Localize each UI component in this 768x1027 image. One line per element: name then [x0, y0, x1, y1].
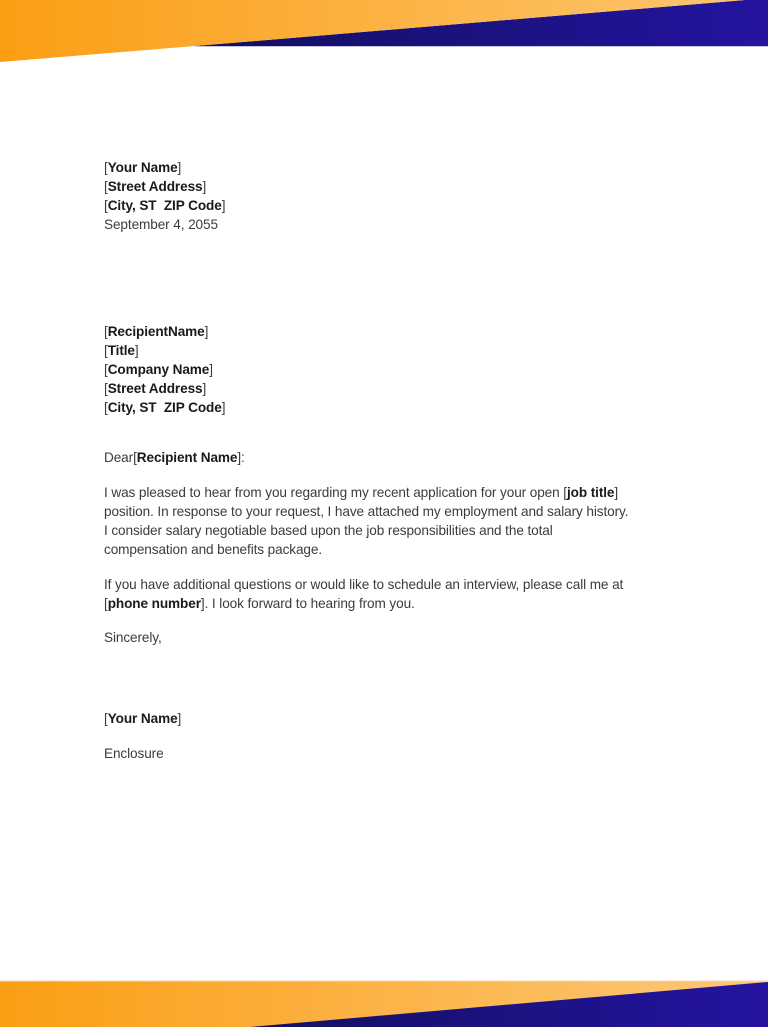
valediction: Sincerely,	[104, 630, 162, 645]
recipient-street: [Street Address]	[104, 381, 207, 396]
paragraph-line: [phone number]. I look forward to hearing from you.	[104, 596, 415, 611]
sender-address-block	[104, 158, 225, 234]
signature-name: [Your Name]	[104, 711, 182, 726]
recipient-address-block	[104, 322, 225, 417]
recipient-name: [RecipientName]	[104, 324, 209, 339]
footer-wave-graphic	[0, 978, 768, 1027]
paragraph-line: position. In response to your request, I have attached my employment and salary history.	[104, 504, 629, 519]
sender-city: [City, ST ZIP Code]	[104, 198, 226, 213]
header-wave-graphic	[0, 0, 768, 64]
paragraph-line: I consider salary negotiable based upon the job responsibilities and the total	[104, 523, 553, 538]
footer-decoration	[0, 978, 768, 1027]
sender-street: [Street Address]	[104, 179, 207, 194]
body-paragraph-1	[104, 483, 674, 559]
recipient-title: [Title]	[104, 343, 139, 358]
letter-date: September 4, 2055	[104, 217, 218, 232]
paragraph-line: compensation and benefits package.	[104, 542, 323, 557]
enclosure-note: Enclosure	[104, 746, 164, 761]
body-paragraph-2	[104, 575, 674, 613]
paragraph-line: If you have additional questions or would like to schedule an interview, please call me at	[104, 577, 624, 592]
paragraph-line: I was pleased to hear from you regarding my recent application for your open [job title]	[104, 485, 619, 500]
salutation: Dear[Recipient Name]:	[104, 450, 245, 465]
recipient-city: [City, ST ZIP Code]	[104, 400, 226, 415]
sender-name: [Your Name]	[104, 160, 182, 175]
header-decoration	[0, 0, 768, 64]
recipient-company: [Company Name]	[104, 362, 213, 377]
